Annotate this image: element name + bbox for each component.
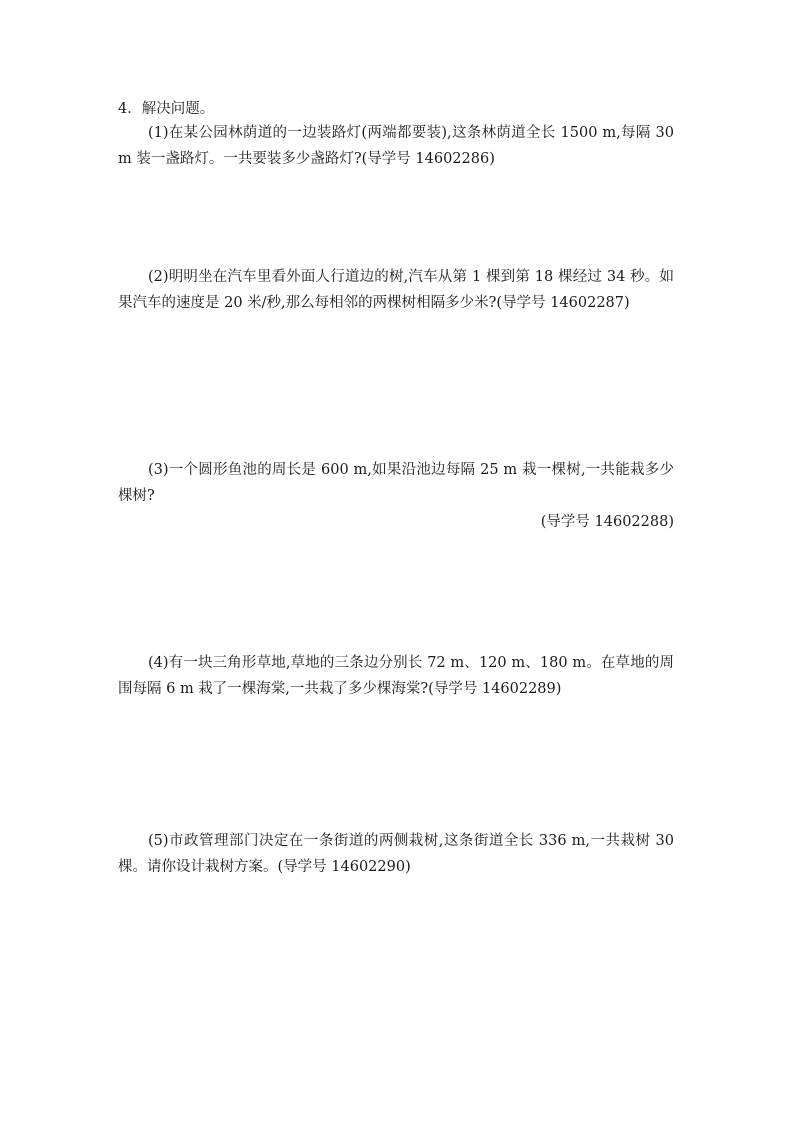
section-heading: 4．解决问题。 <box>118 101 215 117</box>
problem-1 <box>118 120 674 172</box>
problem-5-text: (5)市政管理部门决定在一条街道的两侧栽树,这条街道全长 336 m,一共栽树 30 棵。请你设计栽树方案。(导学号 14602290) <box>118 833 674 875</box>
problem-2-text: (2)明明坐在汽车里看外面人行道边的树,汽车从第 1 棵到第 18 棵经过 34 秒。如果汽车的速度是 20 米/秒,那么每相邻的两棵树相隔多少米?(导学号 14602287) <box>118 269 674 311</box>
problem-4-text: (4)有一块三角形草地,草地的三条边分别长 72 m、120 m、180 m。在草地的周围每隔 6 m 栽了一棵海棠,一共栽了多少棵海棠?(导学号 14602289) <box>118 655 674 697</box>
problem-5 <box>118 828 674 880</box>
problem-4 <box>118 650 674 702</box>
problem-2 <box>118 264 674 316</box>
problem-3-reference: (导学号 14602288) <box>540 514 674 530</box>
problem-1-text: (1)在某公园林荫道的一边装路灯(两端都要装),这条林荫道全长 1500 m,每隔 30 m 装一盏路灯。一共要装多少盏路灯?(导学号 14602286) <box>118 125 674 167</box>
problem-3 <box>118 457 674 535</box>
problem-3-text: (3)一个圆形鱼池的周长是 600 m,如果沿池边每隔 25 m 栽一棵树,一共能栽多少棵树? <box>118 462 674 504</box>
